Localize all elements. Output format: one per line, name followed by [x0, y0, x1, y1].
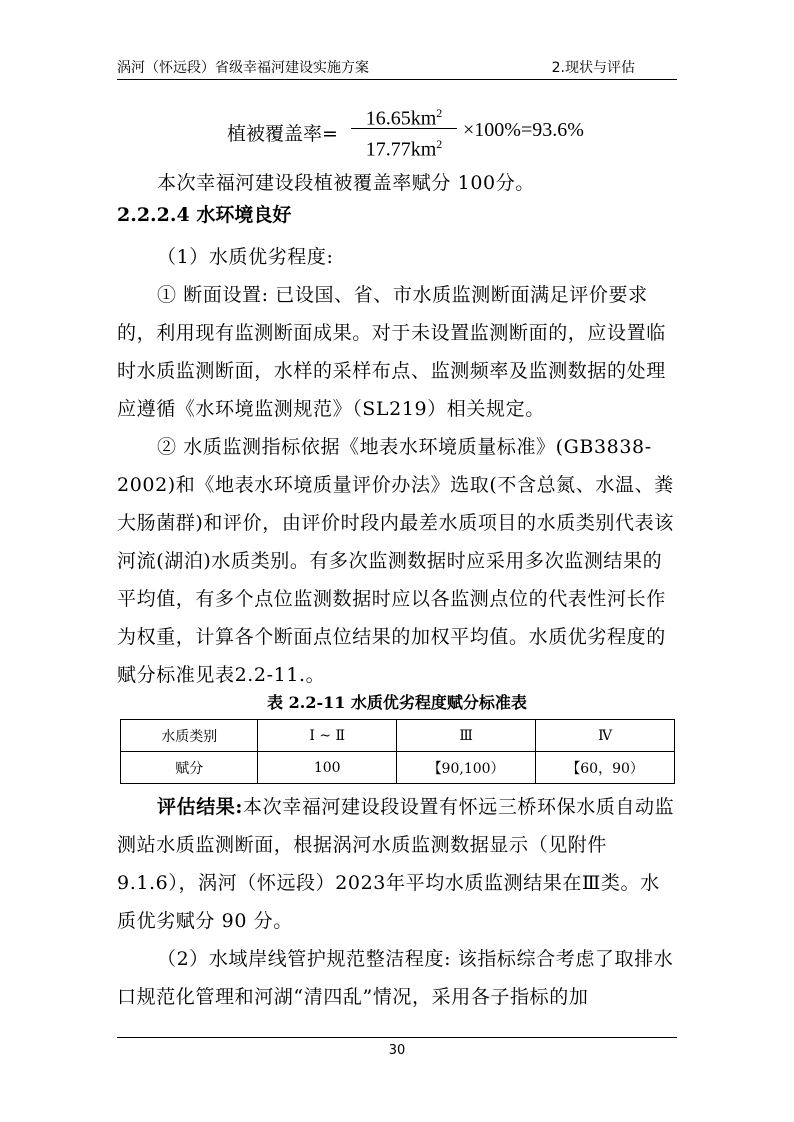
table-cell: Ⅰ ~ Ⅱ — [258, 720, 397, 752]
page-number: 30 — [388, 1043, 406, 1058]
table-cell: 水质类别 — [121, 720, 258, 752]
header-document-title: 涡河（怀远段）省级幸福河建设实施方案 — [117, 60, 369, 76]
header-chapter-title: 2.现状与评估 — [551, 60, 635, 76]
item1-title: （1）水质优劣程度: — [157, 246, 334, 268]
page-header — [117, 57, 677, 79]
result-label: 评估结果: — [157, 796, 244, 818]
item1-section-setup: ① 断面设置: 已设国、省、市水质监测断面满足评价要求的，利用现有监测断面成果。对于未设置监测断面的，应设置临时水质监测断面，水样的采样布点、监测频率及监测数据的处理应遵循《水环境监测规范》（SL219）相关规定。 — [117, 284, 666, 420]
table-cell: 【90,100） — [396, 752, 535, 784]
table-cell: 赋分 — [121, 752, 258, 784]
result-text: 本次幸福河建设段设置有怀远三桥环保水质自动监测站水质监测断面，根据涡河水质监测数据显示（见附件 9.1.6），涡河（怀远段）2023年平均水质监测结果在Ⅲ类。水质优劣赋分 90 分。 — [117, 796, 675, 932]
table-row — [121, 752, 675, 784]
item1-indicators: ② 水质监测指标依据《地表水环境质量标准》(GB3838-2002)和《地表水环境质量评价办法》选取(不含总氮、水温、粪大肠菌群)和评价，由评价时段内最差水质项目的水质类别代表该河流(湖泊)水质类别。有多次监测数据时应采用多次监测结果的平均值，有多个点位监测数据时应以各监测点位的代表性河长作为权重，计算各个断面点位结果的加权平均值。水质优劣程度的赋分标准见表2.2-11.。 — [117, 436, 674, 686]
formula-denominator: $17.77km^2$ — [365, 137, 443, 161]
table-cell: 100 — [258, 752, 397, 784]
formula-result: ×100%=93.6% — [463, 119, 584, 141]
table-cell: Ⅲ — [396, 720, 535, 752]
formula-label: 植被覆盖率= — [227, 123, 338, 145]
table-cell: 【60，90） — [536, 752, 675, 784]
table-cell: Ⅳ — [536, 720, 675, 752]
assessment-result — [117, 788, 677, 940]
veg-score-paragraph: 本次幸福河建设段植被覆盖率赋分 100分。 — [157, 172, 535, 194]
table-caption: 表 2.2-11 水质优劣程度赋分标准表 — [267, 693, 527, 712]
header-divider — [117, 79, 677, 80]
water-quality-score-table — [120, 719, 675, 784]
formula-fraction — [351, 100, 457, 161]
table-row — [121, 720, 675, 752]
item2-paragraph: （2）水域岸线管护规范整洁程度: 该指标综合考虑了取排水口规范化管理和河湖“清四乱”情况，采用各子指标的加 — [117, 948, 674, 1008]
formula-numerator: $16.65km^2$ — [365, 106, 443, 130]
section-heading: 2.2.2.4 水环境良好 — [117, 204, 292, 226]
footer-divider — [117, 1037, 677, 1038]
